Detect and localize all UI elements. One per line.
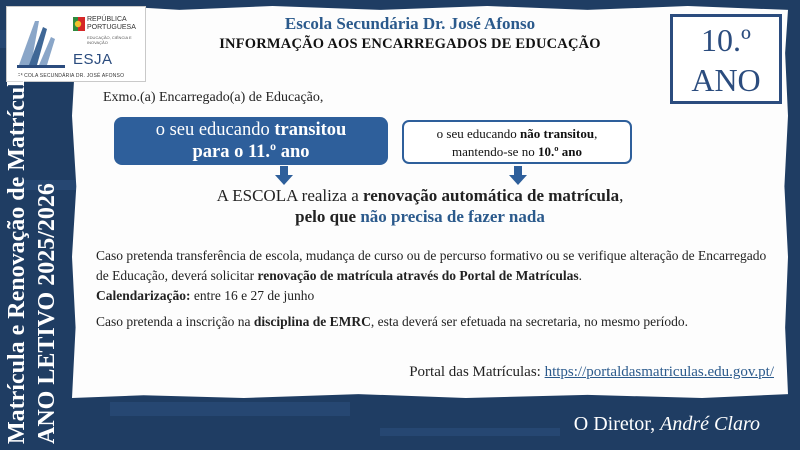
schedule-value: entre 16 e 27 de junho — [190, 288, 315, 303]
portal-link[interactable]: https://portaldasmatriculas.edu.gov.pt/ — [544, 364, 774, 380]
greeting: Exmo.(a) Encarregado(a) de Educação, — [103, 90, 324, 105]
sidebar-title — [2, 4, 70, 444]
notice-title: INFORMAÇÃO AOS ENCARREGADOS DE EDUCAÇÃO — [219, 36, 601, 52]
republica-emblem-icon — [73, 17, 85, 31]
transfer-paragraph: Caso pretenda transferência de escola, mudança de curso ou de percurso formativo ou se verifique alteração de Encarregado de Educação, deverá solicitar renovação de matrícula através do Portal de Matrículas. Calendarização: entre 16 e 27 de junho — [96, 248, 767, 303]
option-transitou: o seu educando transitou para o 11.º ano — [114, 117, 388, 165]
option-nao-transitou: o seu educando não transitou, mantendo-se no 10.º ano — [402, 120, 632, 164]
director-signature: O Diretor, André Claro — [573, 413, 760, 435]
school-name: Escola Secundária Dr. José Afonso — [284, 14, 536, 33]
sidebar-line-1: Matrícula e Renovação de Matrícula — [4, 68, 30, 444]
school-acronym: ESJA — [73, 51, 113, 68]
republica-text: REPÚBLICA PORTUGUESA — [87, 16, 136, 31]
portal-line — [340, 364, 774, 381]
year-label: ANO — [691, 62, 761, 98]
school-small-name: ESCOLA SECUNDÁRIA DR. JOSÉ AFONSO — [17, 73, 125, 79]
year-number: 10.º — [701, 22, 751, 58]
result-statement: A ESCOLA realiza a renovação automática de matrícula, pelo que não precisa de fazer nada — [216, 186, 624, 226]
portal-label: Portal das Matrículas: — [409, 364, 545, 380]
sidebar-line-2: ANO LETIVO 2025/2026 — [34, 183, 60, 444]
arrow-down-icon — [508, 166, 528, 186]
background-streak — [110, 402, 350, 416]
arrow-down-icon — [274, 166, 294, 186]
emrc-paragraph: Caso pretenda a inscrição na disciplina de EMRC, esta deverá ser efetuada na secretaria, no mesmo período. — [96, 314, 688, 329]
schedule-label: Calendarização: — [96, 288, 191, 303]
year-badge — [670, 14, 782, 104]
ministry-text: EDUCAÇÃO, CIÊNCIA E INOVAÇÃO — [87, 35, 132, 45]
